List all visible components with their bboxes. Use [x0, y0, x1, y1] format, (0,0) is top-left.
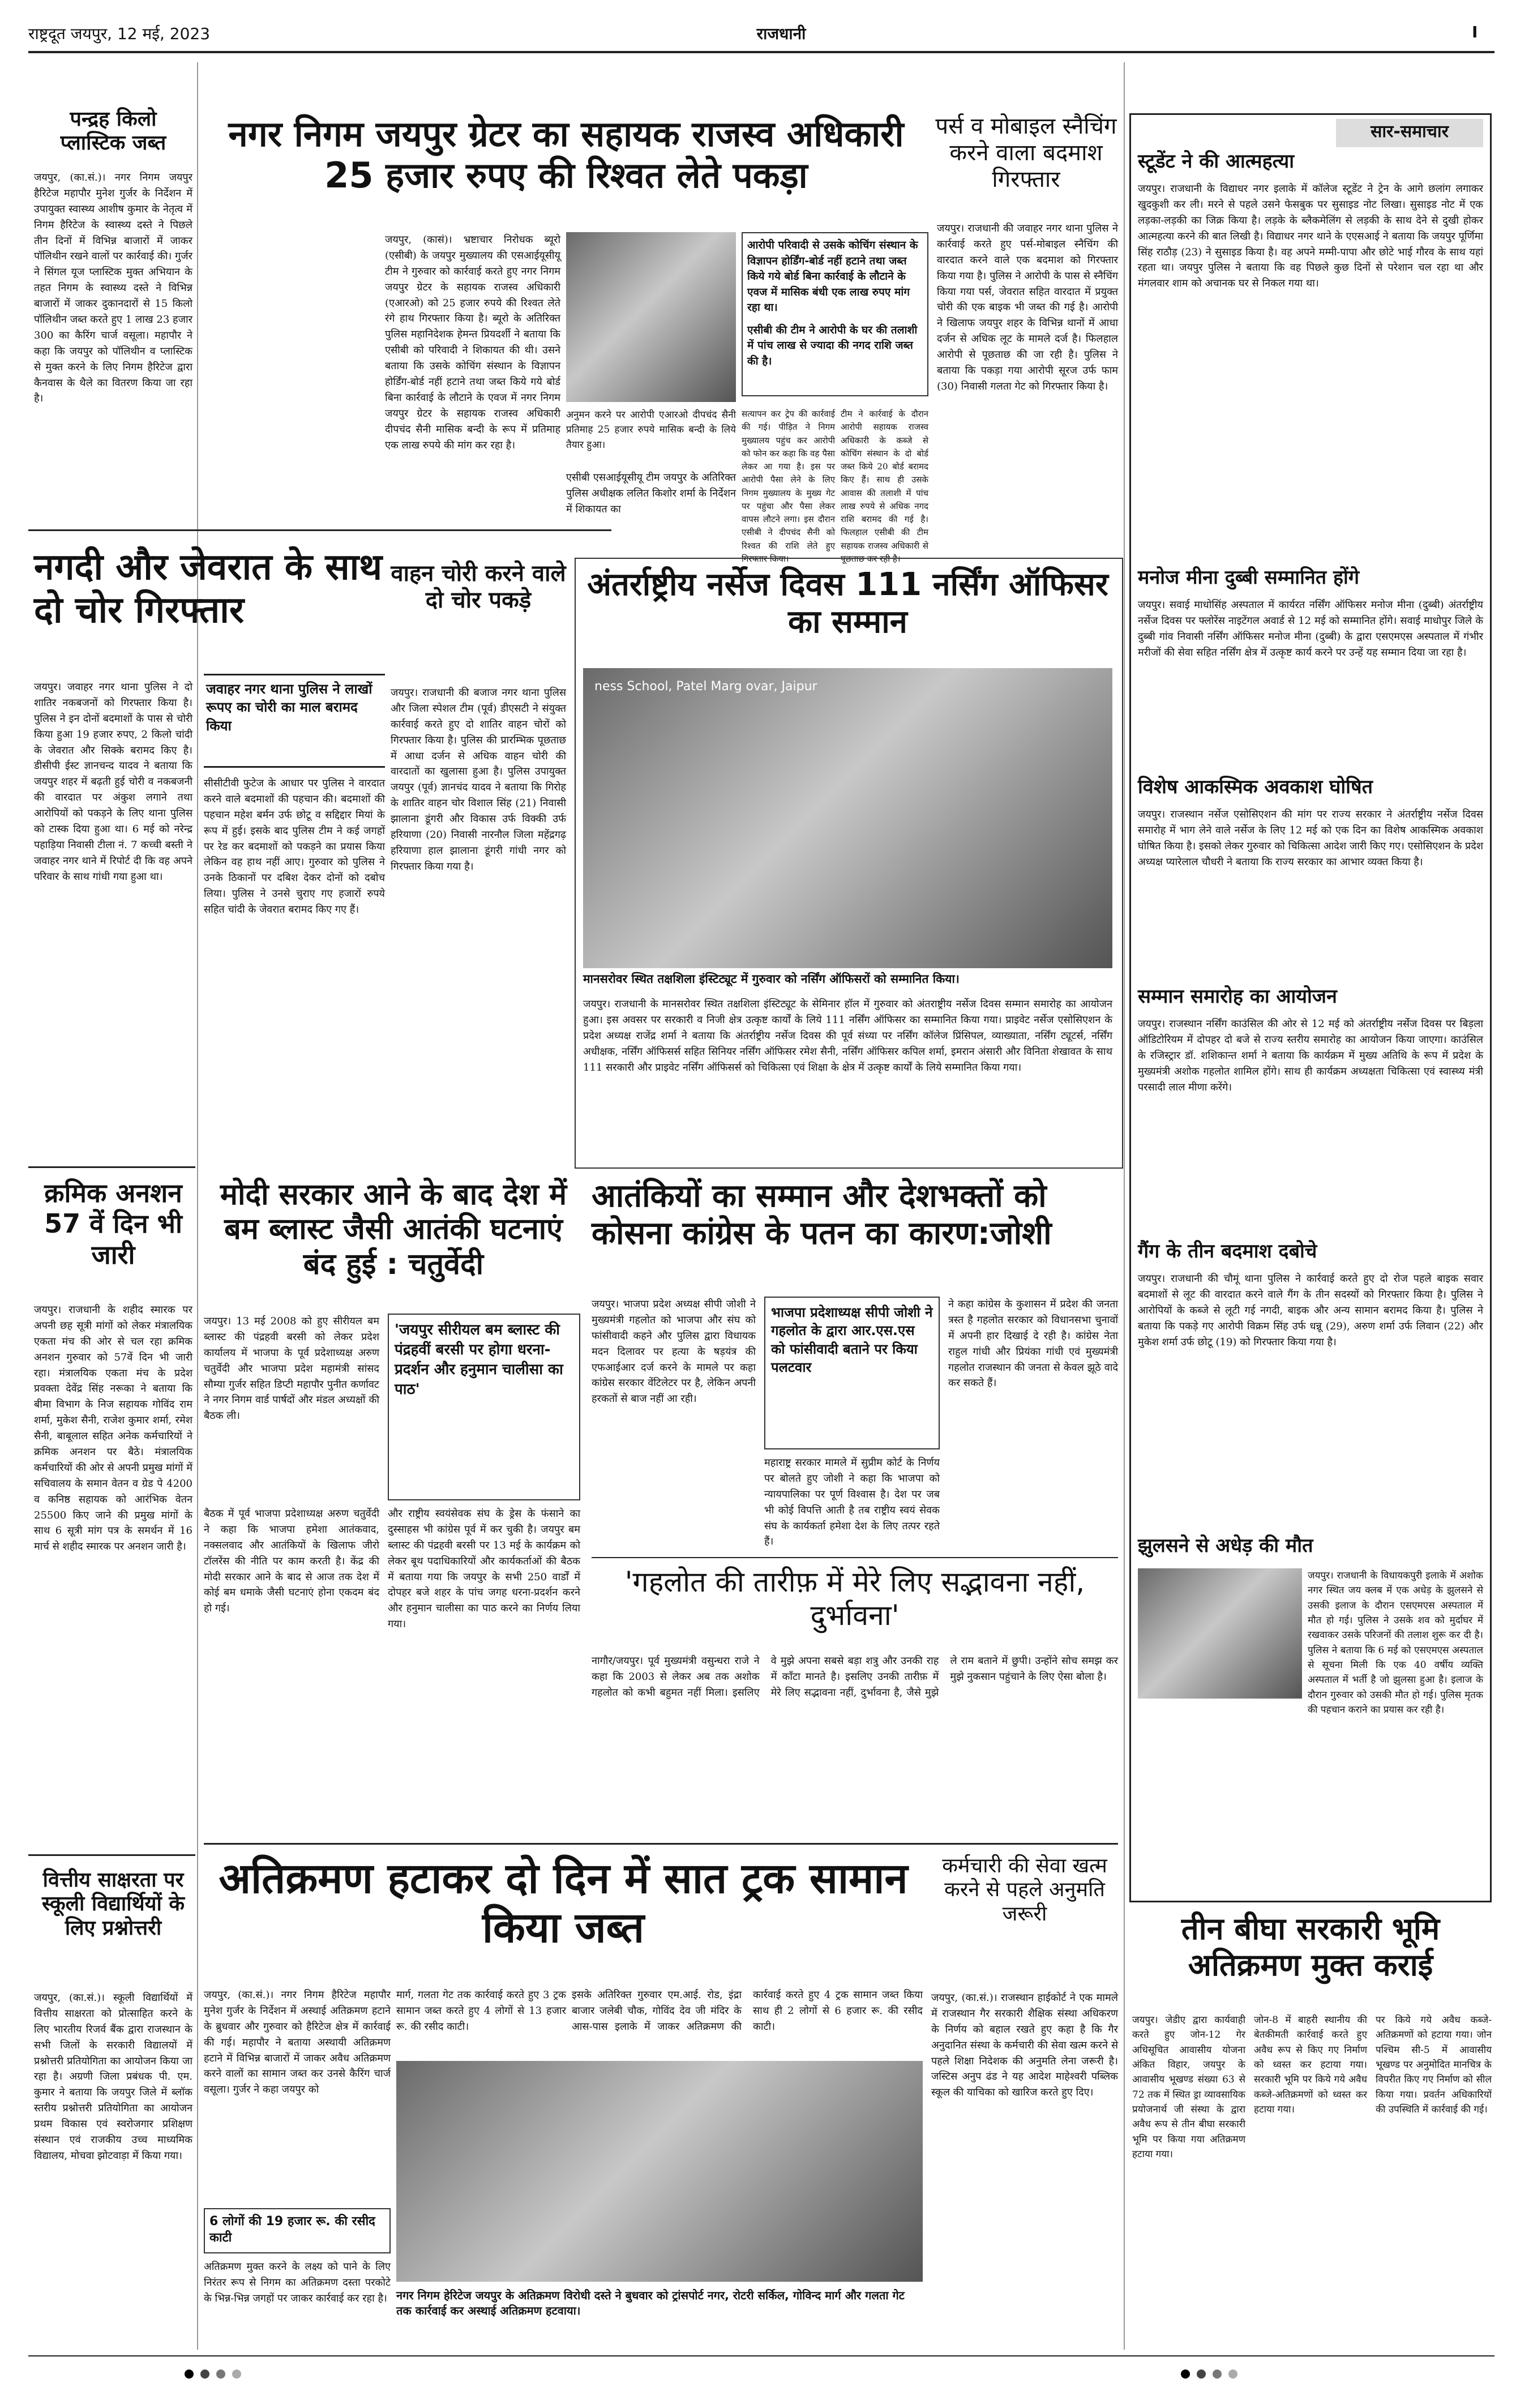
registration-dots: [181, 2369, 351, 2386]
lead-highlight-box: [742, 232, 928, 396]
nurses-day-headline: अंतर्राष्ट्रीय नर्सेज दिवस 111 नर्सिंग ऑफिसर का सम्मान: [587, 566, 1108, 641]
encroachment-headline: अतिक्रमण हटाकर दो दिन में सात ट्रक सामान किया जब्त: [219, 1854, 908, 1953]
column-rule-1: [197, 62, 198, 2350]
sidebar-title: सार-समाचार: [1336, 119, 1483, 147]
jewel-theft-side-box: [204, 674, 385, 768]
plastic-body: जयपुर, (का.सं.)। नगर निगम जयपुर हैरिटेज महापौर मुनेश गुर्जर के निर्देशन में उपायुक्त स्वास्थ्य आशीष कुमार के नेतृत्व में निगम हैरिटेज के स्वास्थ्य दस्ते ने पिछले तीन दिनों में विभिन्न बाजारों में जाकर पॉलिथीन रखने वालों पर कार्रवाई की। गुर्जर ने सिंगल यूज प्लास्टिक मुक्त अभियान के तहत निगम के स्वास्थ्य दस्ते ने विभिन्न बाजारों में जाकर दुकानदारों से 15 किलो पॉलिथीन जब्त करते हुए 1 लाख 23 हजार 300 का कैरिंग चार्ज वसूला। महापौर ने कहा कि जयपुर को पॉलिथीन व प्लास्टिक से मुक्त करने के लिए निगम हैरिटेज द्वारा कैनवास के थैले का वितरण किया जा रहा है।: [34, 172, 192, 405]
chaturvedi-body-2: बैठक में पूर्व भाजपा प्रदेशाध्यक्ष अरुण चतुर्वेदी ने कहा कि भाजपा हमेशा आतंकवाद, नक्सलवाद और आतंकियों के खिलाफ जीरो टॉलरेंस की नीति पर काम करती है। केंद्र की मोदी सरकार आने के बाद से आज तक देश में कोई बम धमाके जैसी घटनाएं होना एकदम बंद हो गई।: [204, 1508, 379, 1615]
sidebar-item-headline: सम्मान समारोह का आयोजन: [1138, 985, 1337, 1008]
jewel-theft-highlight: जवाहर नगर थाना पुलिस ने लाखों रूपए का चोरी का माल बरामद किया: [206, 681, 372, 734]
employee-headline: कर्मचारी की सेवा खत्म करने से पहले अनुमति जरूरी: [942, 1854, 1107, 1926]
nurses-day-body: जयपुर। राजधानी के मानसरोवर स्थित तक्षशिला इंस्टिट्यूट के सेमिनार हॉल में गुरुवार को अंतराष्ट्रीय नर्सेज दिवस सम्मान समारोह का आयोजन हुआ। इस अवसर पर सरकारी व निजी क्षेत्र उत्कृष्ट कार्यों के लिये 111 नर्सिंग ऑफिसर का सम्मानित किया गया। प्राइवेट नर्सेज एसोसिएशन के प्रदेश अध्यक्ष राजेंद्र शर्मा ने बताया कि अंतर्राष्ट्रीय नर्सेज दिवस की पूर्व संध्या पर नर्सिंग कॉलेज प्रिंसिपल, व्याख्याता, नर्सिंग ट्यूटर्स, नर्सिंग अधीक्षक, नर्सिंग ऑफिसर्स सहित सिनियर नर्सिंग ऑफिसर रमेश सैनी, नर्सिंग ऑफिसर कपिल शर्मा, इमरान अंसारी और विनिता शेखावत के साथ 111 सरकारी और प्राइवेट नर्सिंग ऑफिसर्स को चिकित्सा एवं शिक्षा के क्षेत्र में उत्कृष्ट कार्यों के लिये सम्मानित किया गया।: [583, 998, 1112, 1073]
vehicle-theft-body: जयपुर। राजधानी की बजाज नगर थाना पुलिस और जिला स्पेशल टीम (पूर्व) डीएसटी ने संयुक्त कार्रवाई करते हुए दो शातिर वाहन चोरों को गिरफ्तार किया है। पुलिस की प्रारम्भिक पूछताछ में आधा दर्जन से अधिक वाहन चोरी की वारदातों का खुलासा हुआ है। पुलिस उपायुक्त जयपुर (पूर्व) ज्ञानचंद यादव ने बताया कि गिरोह के शातिर वाहन चोर विशाल सिंह (21) निवासी झालाना डूंगरी और विकास उर्फ विक्की उर्फ हरियाणा (20) निवासी नारनौल जिला महेंद्रगढ़ हरियाणा हाल झालाना डूंगरी गांधी नगर को गिरफ्तार किया गया है।: [391, 687, 566, 872]
footer-rule: [28, 2355, 1494, 2356]
divider: [592, 1557, 1118, 1558]
sidebar-item-body: जयपुर। सवाई माधोसिंह अस्पताल में कार्यरत नर्सिंग ऑफिसर मनोज मीना (दुब्बी) अंतर्राष्ट्रीय नर्सेज दिवस पर फ्लोरेंस नाइटेंगल अवार्ड से 12 मई को सम्मानित होंगे। सवाई माधोपुर जिले के दुब्बी गांव निवासी नर्सिंग ऑफिसर मनोज मीना (दुब्बी) के द्वारा एसएमएस अस्पताल में गंभीर मरीजों की सेवा सहित नर्सिंग क्षेत्र में उत्कृष्ट कार्य करने पर उन्हें यह सम्मान दिया जा रहा है।: [1138, 599, 1483, 658]
quiz-headline: वित्तीय साक्षरता पर स्कूली विद्यार्थियों के लिए प्रश्नोत्तरी: [42, 1868, 185, 1940]
jewel-theft-body: जयपुर। जवाहर नगर थाना पुलिस ने दो शातिर नकबजनों को गिरफ्तार किया है। पुलिस ने इन दोनों बदमाशों के पास से चोरी किया हुआ 19 हजार रुपए, 2 किलो चांदी के जेवरात और सिक्के बरामद किए है। डीसीपी ईस्ट ज्ञानचन्द यादव ने बताया कि जयपुर शहर में बढ़ती हुई चोरी व नकबजनी की वारदात पर अंकुश लगाने तथा आरोपियों को पकड़ने के लिए थाना पुलिस को टास्क दिया हुआ था। 6 मई को नरेन्द्र पहाड़िया निवासी टीला नं. 7 कच्ची बस्ती ने जवाहर नगर थाने में रिपोर्ट दी कि वह अपने परिवार के साथ गांधी गया हुआ था।: [34, 681, 192, 883]
plastic-headline: पन्द्रह किलो प्लास्टिक जब्त: [60, 108, 166, 155]
joshi-body-2: महाराष्ट्र सरकार मामले में सुप्रीम कोर्ट के निर्णय पर बोलते हुए जोशी ने कहा कि भाजपा को न्यायपालिका पर पूर्ण विश्वास है। देश पर जब भी कोई विपत्ति आती है तब राष्ट्रीय स्वयं सेवक संघ के कार्यकर्ता हमेशा देश के लिए तत्पर रहते हैं।: [764, 1457, 940, 1548]
chaturvedi-body-3: और राष्ट्रीय स्वयंसेवक संघ के ड्रेस के फंसाने का दुस्साहस भी कांग्रेस पूर्व में कर चुकी है। जयपुर बम ब्लास्ट की पंद्रहवी बरसी पर 13 मई के कार्यक्रम को लेकर बूथ पदाधिकारियों और कार्यकर्ताओं की बैठक में बताया गया कि जयपुर के सभी 250 वार्डों में दोपहर बजे शहर के पांच जगह धरना-प्रदर्शन करने और हनुमान चालीसा का पाठ करने का निर्णय लिया गया।: [388, 1508, 580, 1631]
nurses-photo-caption: मानसरोवर स्थित तक्षशिला इंस्टिट्यूट में गुरुवार को नर्सिंग ऑफिसरों को सम्मानित किया।: [583, 972, 960, 986]
sidebar-item-headline: झुलसने से अधेड़ की मौत: [1138, 1534, 1313, 1557]
divider: [204, 1843, 1118, 1845]
sidebar-item-headline: मनोज मीना दुब्बी सम्मानित होंगे: [1138, 566, 1359, 589]
accused-photo: [566, 232, 736, 402]
land-body-1: जयपुर। जेडीए द्वारा कार्यवाही करते हुए जोन-12 गेर अधिसूचित आवासीय योजना अंकित विहार, जयपुर के आवासीय भूखण्ड संख्या 63 से 72 तक में स्थित ड्रा व्यावसायिक प्रयोजनार्थ जी संस्था के द्वारा अवैध रूप से तीन बीघा सरकारी भूमि पर किया गया अतिक्रमण हटाया गया।: [1132, 2014, 1245, 2161]
joshi-highlight-box: [764, 1297, 940, 1449]
chaturvedi-highlight: 'जयपुर सीरीयल बम ब्लास्ट की पंद्रहवीं बरसी पर होगा धरना-प्रदर्शन और हनुमान चालीसा का पाठ': [395, 1321, 563, 1398]
encroachment-highlight: 6 लोगों की 19 हजार रू. की रसीद काटी: [209, 2214, 375, 2245]
encroachment-body-4: इसके अतिरिक्त गुरुवार एम.आई. रोड, इंद्रा बाजार जलेबी चौक, गोविंद देव जी मंदिर के आस-पास इलाके में जाकर अतिक्रमण की कार्रवाई करते हुए 4 ट्रक सामान जब्त किया साथ ही 2 लोगों से 6 हजार रू. की रसीद काटी।: [572, 1989, 923, 2033]
joshi-body-3: ने कहा कांग्रेस के कुशासन में प्रदेश की जनता त्रस्त है गहलोत सरकार को विधानसभा चुनावों में अपनी हार दिखाई दे रही है। कांग्रेस नेता राहुल गांधी और प्रियंका गांधी एवं मुख्यमंत्री गहलोत राजस्थान की जनता से केवल झूठे वादे कर सकते हैं।: [948, 1298, 1118, 1389]
burn-victim-photo: [1138, 1568, 1302, 1699]
jewel-theft-headline: नगदी और जेवरात के साथ दो चोर गिरफ्तार: [34, 546, 383, 631]
land-headline: तीन बीघा सरकारी भूमि अतिक्रमण मुक्त कराई: [1181, 1911, 1440, 1983]
sidebar-item-body: जयपुर। राजधानी की चौमूं थाना पुलिस ने कार्रवाई करते हुए दो रोज पहले बाइक सवार बदमाशों से लूट की वारदात करने वाले गैंग के तीन सदस्यों को गिरफ्तार किया है। पुलिस ने आरोपियों के कब्जे से लूटी गई नगदी, बाइक और अन्य सामान बरामद किया है। पुलिस ने बताया कि पकड़े गए आरोपी विक्रम सिंह उर्फ धन्नू (29), अरुण शर्मा उर्फ लिवान (22) और मुकेश शर्मा उर्फ छोटू (19) को गिरफ्तार किया गया है।: [1138, 1273, 1483, 1348]
sidebar-item-body: जयपुर। राजधानी के विद्याधर नगर इलाके में कॉलेज स्टूडेंट ने ट्रेन के आगे छलांग लगाकर खुदकुशी कर ली। मरने से पहले उसने फेसबुक पर सुसाइड नोट लिखा। सुसाइड नोट में एक लड़का-लड़की का जिक्र किया है। लड़के के ब्लैकमेलिंग से लड़की के साथ देने से दुखी होकर आत्महत्या करने की बात लिखी है। विद्याधर नगर थाने के एएसआई ने बताया कि जयपुर पूर्णिमा सिंह राठौड़ (23) ने सुसाइड किया है। वह अपने मम्मी-पापा और छोटे भाई गौरव के साथ यहां रहता था। जयपुर पुलिस ने बताया कि वह पिछले कुछ दिनों से परेशान चल रहा था और मंगलवार शाम को अचानक घर से निकल गया था।: [1138, 183, 1483, 290]
divider: [28, 529, 611, 531]
gehlot-body: नागौर/जयपुर। पूर्व मुख्यमंत्री वसुन्धरा राजे ने कहा कि 2003 से लेकर अब तक अशोक गहलोत को कभी बहुमत नहीं मिला। इसलिए वे मुझे अपना सबसे बड़ा शत्रु और उनकी राह में काँटा मानते है। इसलिए उनकी तारीफ़ में मेरे लिए सद्भावना नहीं, दुर्भावना है, जैसे मुझे ले राम बताने में छुपी। उन्होंने सोच समझ कर मुझे नुकसान पहुंचाने के लिए ऐसा बोला है।: [592, 1655, 1118, 1699]
lead-body-1: जयपुर, (कासं)। भ्रष्टाचार निरोधक ब्यूरो (एसीबी) के जयपुर मुख्यालय की एसआईयूसीयू टीम ने गुरुवार को कार्रवाई करते हुए नगर निगम जयपुर ग्रेटर के सहायक राजस्व अधिकारी (एआरओ) को 25 हजार रुपये की रिश्वत लेते रंगे हाथ गिरफ्तार किया है। ब्यूरो के अतिरिक्त पुलिस महानिदेशक हेमन्त प्रियदर्शी ने बताया कि एसीबी को परिवादी ने शिकायत की थी। उसने बताया कि उसके कोचिंग संस्थान के विज्ञापन होर्डिंग-बोर्ड नहीं हटाने तथा जब्त किये गये बोर्ड बिना कार्रवाई के लौटाने के एवज में नगर निगम जयपुर ग्रेटर के सहायक राजस्व अधिकारी दीपचंद सैनी मासिक बन्दी के रूप में प्रतिमाह एक लाख रुपये की मांग कर रहा है।: [385, 234, 560, 451]
backdrop-text: ness School, Patel Marg ovar, Jaipur: [594, 679, 817, 694]
lead-photo-caption: अनुमन करने पर आरोपी एआरओ दीपचंद सैनी प्रतिमाह 25 हजार रुपये मासिक बन्दी के लिये तैयार हुआ।: [566, 409, 736, 451]
header-section: राजधानी: [756, 24, 806, 43]
jewel-theft-body-2: सीसीटीवी फुटेज के आधार पर पुलिस ने वारदात करने वाले बदमाशों की पहचान की। बदमाशों की पहचान महेश बर्मन उर्फ छोटू व सद्दिद्दार मियां के रूप में हुई। इसके बाद पुलिस टीम ने कई जगहों पर रेड कर बदमाशों को पकड़ने का प्रयास किया लेकिन वह हाथ नहीं आए। गुरुवार को पुलिस ने उनके ठिकानों पर दबिश देकर दोनों को दबोच लिया। पुलिस ने उनसे चुराए गए हजारों रुपये सहित चांदी के जेवरात बरामद किए गए हैं।: [204, 777, 385, 916]
purse-body: जयपुर। राजधानी की जवाहर नगर थाना पुलिस ने कार्रवाई करते हुए पर्स-मोबाइल स्नैचिंग की वारदात करने वाले एक बदमाश को गिरफ्तार किया गया है। पुलिस ने आरोपी के पास से स्नैचिंग किया गया पर्स, जेवरात सहित वारदात में प्रयुक्त चोरी की एक बाइक भी जब्त की गई है। आरोपी ने खिलाफ जयपुर शहर के विभिन्न थानों में आधा दर्जन से अधिक लूट के मामले दर्ज है। फिलहाल आरोपी से पूछताछ की जा रही है। पुलिस ने बताया कि पकड़ा गया आरोपी सूरज उर्फ फाम (30) निवासी गलता गेट को गिरफ्तार किया है।: [937, 223, 1118, 392]
sidebar-item-body: जयपुर। राजस्थान नर्सेज एसोसिएशन की मांग पर राज्य सरकार ने अंतर्राष्ट्रीय नर्सेज दिवस समारोह में भाग लेने वाले नर्सेज के लिए 12 मई को एक दिन का विशेष आकस्मिक अवकाश घोषित किया है। इसको लेकर गुरुवार को चिकित्सा आदेश जारी किए गए। एसोसिएशन के प्रदेश अध्यक्ष प्यारेलाल चौधरी ने बताया कि राज्य सरकार का आभार व्यक्त किया है।: [1138, 809, 1483, 868]
land-body-3: पर किये गये अवैध कब्जे-अतिक्रमणों को हटाया गया। जोन पश्चिम सी-5 में आवासीय भूखण्ड पर अनुमोदित मानचित्र के विपरीत किए गए निर्माण को सील किया गया। प्रवर्तन अधिकारियों की उपस्थिति में कार्रवाई की गई।: [1376, 2014, 1492, 2116]
joshi-highlight: भाजपा प्रदेशाध्यक्ष सीपी जोशी ने गहलोत के द्वारा आर.एस.एस को फांसीवादी बताने पर किया पलटवार: [771, 1304, 933, 1376]
lead-body-4: टीम ने कार्रवाई के दौरान आरोपी सहायक राजस्व अधिकारी के कब्जे से कोचिंग संस्थान के दो बोर्ड जब्त किये 20 बोर्ड बरामद किए हैं। साथ ही उसके आवास की तलाशी में पांच लाख रुपये से अधिक नगद राशि बरामद की गई है। फिलहाल एसीबी की टीम सहायक राजस्व अधिकारी से पूछताछ कर रही है।: [841, 409, 928, 564]
encroachment-body-3: मार्ग, गलता गेट तक कार्रवाई करते हुए 3 ट्रक सामान जब्त करते हुए 4 लोगों से 13 हजार रू. की रसीद काटी।: [396, 1989, 566, 2033]
chaturvedi-body-1: जयपुर। 13 मई 2008 को हुए सीरीयल बम ब्लास्ट की पंद्रहवी बरसी को लेकर प्रदेश कार्यालय में भाजपा के पूर्व प्रदेशाध्यक्ष अरुण चतुर्वेदी और भाजपा प्रदेश महामंत्री सांसद सौम्या गुर्जर सहित डिप्टी महापौर पुनीत कर्णावट ने नगर निगम वार्ड पार्षदों और मंडल अध्यक्षों की बैठक ली।: [204, 1315, 379, 1422]
sidebar-item-headline: विशेष आकस्मिक अवकाश घोषित: [1138, 776, 1373, 798]
divider: [28, 1854, 195, 1856]
hunger-strike-body: जयपुर। राजधानी के शहीद स्मारक पर अपनी छह सूत्री मांगों को लेकर मंत्रालयिक एकता मंच की ओर से चल रहा क्रमिक अनशन गुरुवार को 57वें दिन भी जारी रहा। मंत्रालयिक एकता मंच के प्रदेश प्रवक्ता देवेंद्र सिंह नरूका ने बताया कि बीमा विभाग के निज सहायक गोविंद राम शर्मा, मुकेश सैनी, राजेश कुमार शर्मा, रमेश सैनी, बाबूलाल सहित अनेक कर्मचारियों ने क्रमिक अनशन पर बैठे। मंत्रालयिक कर्मचारियों की ओर से अपनी प्रमुख मांगों में सचिवालय के समान वेतन व ग्रेड पे 4200 व कनिष्ठ सहायक को आरंभिक वेतन 25500 किए जाने की प्रमुख मांगों के साथ 6 सूत्री मांग पत्र के समर्थन में 16 मार्च से शहीद स्मारक पर अनशन जारी है।: [34, 1304, 192, 1553]
joshi-headline: आतंकियों का सम्मान और देशभक्तों को कोसना कांग्रेस के पतन का कारण:जोशी: [592, 1178, 1052, 1252]
joshi-body-1: जयपुर। भाजपा प्रदेश अध्यक्ष सीपी जोशी ने मुख्यमंत्री गहलोत को भाजपा और संघ को फांसीवादी कहने और पुलिस द्वारा विधायक मदन दिलावर पर हत्या के षड़यंत्र की एफआईआर दर्ज करने के मामले पर कहा कांग्रेस सरकार वेंटिलेटर पर है, लेकिन अपनी हरकतों से बाज नहीं आ रही।: [592, 1298, 756, 1405]
header-date: राष्ट्रदूत जयपुर, 12 मई, 2023: [28, 24, 211, 43]
sidebar-item-body: जयपुर। राजस्थान नर्सिंग काउंसिल की ओर से 12 मई को अंतर्राष्ट्रीय नर्सेज दिवस पर बिड़ला ऑडिटोरियम में दोपहर दो बजे से राज्य स्तरीय समारोह का आयोजन किया जाएगा। काउंसिल के रजिस्ट्रार डॉ. शशिकान्त शर्मा ने बताया कि कार्यक्रम में मुख्य अतिथि के रूप में प्रदेश के मुख्यमंत्री अशोक गहलोत शामिल होंगे। साथ ही कार्यक्रम अध्यक्षता चिकित्सा एवं स्वास्थ्य मंत्री परसादी लाल मीणा करेंगे।: [1138, 1018, 1483, 1093]
gehlot-headline: 'गहलोत की तारीफ़ में मेरे लिए सद्भावना नहीं, दुर्भावना': [624, 1566, 1085, 1632]
lead-highlight-1: आरोपी परिवादी से उसके कोचिंग संस्थान के विज्ञापन होर्डिंग-बोर्ड नहीं हटाने तथा जब्त किये गये बोर्ड बिना कार्रवाई के लौटाने के एवज में मासिक बंधी एक लाख रुपए मांग रहा था।: [747, 239, 918, 314]
header-page-number: I: [1472, 23, 1478, 41]
registration-dots: [1177, 2369, 1347, 2386]
encroachment-body-1: जयपुर, (का.सं.)। नगर निगम हैरिटेज महापौर मुनेश गुर्जर के निर्देशन में अस्थाई अतिक्रमण हटाने के ब्रुधवार और गुरुवार को हैरिटेज क्षेत्र में कार्रवाई की गई। महापौर ने बताया अस्थायी अतिक्रमण हटाने में विभिन्न बाजारों में जाकर अवैध अतिक्रमण करने वालों का सामान जब्त कर उनसे कैरिंग चार्ज वसूला। गुर्जर ने कहा जयपुर को: [204, 1989, 391, 2096]
sidebar-item-headline: गैंग के तीन बदमाश दबोचे: [1138, 1240, 1317, 1263]
purse-headline: पर्स व मोबाइल स्नैचिंग करने वाला बदमाश गिरफ्तार: [935, 113, 1117, 193]
sidebar-item-body: जयपुर। राजधानी के विधायकपुरी इलाके में अशोक नगर स्थित जय क्लब में एक अधेड़ के झुलसने से उसकी इलाज के दौरान एसएमएस अस्पताल में मौत हो गई। पुलिस ने उसके शव को मुर्दाघर में रखवाकर उसके परिजनों की तलाश शुरू कर दी है। पुलिस ने बताया कि 6 मई को एसएमएस अस्पताल से सूचना मिली कि एक 40 वर्षीय व्यक्ति अस्पताल में भर्ती है जो झुलसा हुआ है। इलाज के दौरान गुरुवार को उसकी मौत हो गई। पुलिस मृतक की पहचान कराने का प्रयास कर रही है।: [1308, 1570, 1483, 1716]
lead-headline: नगर निगम जयपुर ग्रेटर का सहायक राजस्व अधिकारी 25 हजार रुपए की रिश्वत लेते पकड़ा: [228, 113, 904, 196]
employee-body: जयपुर, (का.सं.)। राजस्थान हाईकोर्ट ने एक मामले में राजस्थान गैर सरकारी शैक्षिक संस्था अधिकरण के निर्णय को बहाल रखते हुए कहा है कि गैर अनुदानित संस्था के कर्मचारी की सेवा खत्म करने से पहले शिक्षा निदेशक की अनुमति लेना जरूरी है। जस्टिस अनुप ढंड ने यह आदेश माहेश्वरी पब्लिक स्कूल की याचिका को खारिज करते हुए दिए।: [931, 1992, 1118, 2099]
quiz-body: जयपुर, (का.सं.)। स्कूली विद्यार्थियों में वित्तीय साक्षरता को प्रोत्साहित करने के लिए भारतीय रिजर्व बैंक द्वारा राजस्थान के सभी जिलों के सरकारी विद्यालयों में प्रश्नोत्तरी प्रतियोगिता का आयोजन किया जा रहा है। अग्रणी जिला प्रबंधक पी. एम. कुमार ने बताया कि जयपुर जिले में ब्लॉक स्तरीय प्रश्नोत्तरी प्रतियोगिता का आयोजन प्रथम विकास एवं स्वरोजगार प्रशिक्षण संस्थान एवं राजकीय उच्च माध्यमिक विद्यालय, मोचवा झोटवाड़ा में किया गया।: [34, 1992, 192, 2162]
header-rule: [28, 51, 1494, 53]
lead-highlight-2: एसीबी की टीम ने आरोपी के घर की तलाशी में पांच लाख से ज्यादा की नगद राशि जब्त की है।: [747, 323, 918, 367]
encroachment-body-2: अतिक्रमण मुक्त करने के लक्ष्य को पाने के लिए निरंतर रूप से निगम का अतिक्रमण दस्ता परकोटे के भिन्न-भिन्न जगहों पर जाकर कार्रवाई कर रहा है।: [204, 2261, 391, 2304]
encroachment-photo-caption: नगर निगम हेरिटेज जयपुर के अतिक्रमण विरोधी दस्ते ने बुधवार को ट्रांसपोर्ट नगर, रोटरी सर्किल, गोविन्द मार्ग और गलता गेट तक कार्रवाई कर अस्थाई अतिक्रमण हटवाया।: [396, 2289, 905, 2317]
chaturvedi-headline: मोदी सरकार आने के बाद देश में बम ब्लास्ट जैसी आतंकी घटनाएं बंद हुई : चतुर्वेदी: [220, 1178, 567, 1281]
encroachment-photo: [396, 2061, 923, 2282]
vehicle-theft-headline: वाहन चोरी करने वाले दो चोर पकड़े: [391, 561, 566, 614]
land-body-2: जोन-8 में बाहरी स्थानीय की बेतकीमती कार्रवाई करते हुए अवैध रूप से किए गए निर्माण को ध्वस्त कर हटाया गया। सरकारी भूमि पर किये गये अवैध कब्जे-अतिक्रमणों को ध्वस्त कर हटाया गया।: [1254, 2014, 1367, 2116]
column-rule-2: [1124, 62, 1125, 2350]
divider: [28, 1166, 195, 1168]
lead-body-2: एसीबी एसआईयूसीयू टीम जयपुर के अतिरिक्त पुलिस अधीक्षक ललित किशोर शर्मा के निर्देशन में शिकायत का: [566, 472, 736, 515]
hunger-strike-headline: क्रमिक अनशन 57 वें दिन भी जारी: [44, 1178, 182, 1270]
encroachment-highlight-box: [204, 2208, 391, 2253]
chaturvedi-highlight-box: [388, 1314, 580, 1500]
lead-body-3: सत्यापन कर ट्रेप की कार्रवाई की गई। पीड़ित ने निगम मुख्यालय पहुंच कर आरोपी को फोन कर कहा कि वह पैसा लेकर आ गया है। इस पर आरोपी पैसा लेने के लिए निगम मुख्यालय के मुख्य गेट पर पहुंचा और पैसा लेकर वापस लौटने लगा। इस दौरान एसीबी ने दीपचंद सैनी को रिश्वत की राशि लेते हुए गिरफ्तार किया।: [742, 409, 835, 564]
sidebar-item-headline: स्टूडेंट ने की आत्महत्या: [1138, 150, 1295, 173]
